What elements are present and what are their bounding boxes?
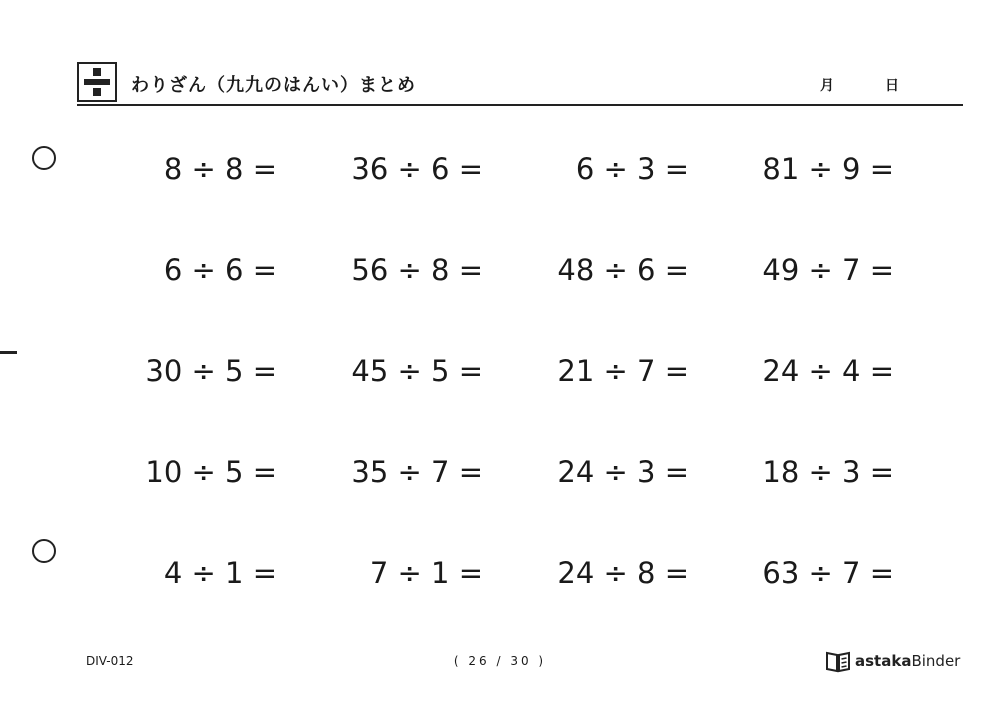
problem-r1-c4: 81 ÷ 9 =: [762, 152, 894, 186]
open-book-icon: [825, 649, 851, 673]
binder-hole-bottom: [32, 539, 56, 563]
brand-name-regular: Binder: [911, 652, 961, 670]
problem-r4-c2: 35 ÷ 7 =: [351, 455, 483, 489]
problem-r5-c4: 63 ÷ 7 =: [762, 556, 894, 590]
problem-r2-c4: 49 ÷ 7 =: [762, 253, 894, 287]
problem-r3-c3: 21 ÷ 7 =: [557, 354, 689, 388]
center-mark: [0, 351, 17, 354]
problem-r5-c3: 24 ÷ 8 =: [557, 556, 689, 590]
problem-r4-c4: 18 ÷ 3 =: [762, 455, 894, 489]
month-label: 月: [820, 78, 834, 94]
day-label: 日: [885, 78, 899, 94]
problem-r4-c1: 10 ÷ 5 =: [145, 455, 277, 489]
worksheet-code: DIV-012: [86, 654, 134, 668]
problem-r3-c2: 45 ÷ 5 =: [351, 354, 483, 388]
problem-r2-c2: 56 ÷ 8 =: [351, 253, 483, 287]
problem-r5-c1: 4 ÷ 1 =: [163, 556, 277, 590]
worksheet-header: [77, 62, 963, 106]
binder-hole-top: [32, 146, 56, 170]
problem-r2-c1: 6 ÷ 6 =: [163, 253, 277, 287]
problem-r3-c4: 24 ÷ 4 =: [762, 354, 894, 388]
worksheet-title: わりざん（九九のはんい）まとめ: [131, 75, 416, 96]
brand-logo: [825, 648, 960, 674]
problem-r5-c2: 7 ÷ 1 =: [369, 556, 483, 590]
page-indicator: ( 26 / 30 ): [453, 654, 547, 668]
problem-r1-c1: 8 ÷ 8 =: [163, 152, 277, 186]
division-icon: [79, 64, 115, 100]
problem-r1-c3: 6 ÷ 3 =: [575, 152, 689, 186]
problem-r3-c1: 30 ÷ 5 =: [145, 354, 277, 388]
problem-r4-c3: 24 ÷ 3 =: [557, 455, 689, 489]
brand-name-bold: astaka: [855, 652, 912, 670]
division-operator-box: [77, 62, 117, 102]
problem-r2-c3: 48 ÷ 6 =: [557, 253, 689, 287]
problem-r1-c2: 36 ÷ 6 =: [351, 152, 483, 186]
